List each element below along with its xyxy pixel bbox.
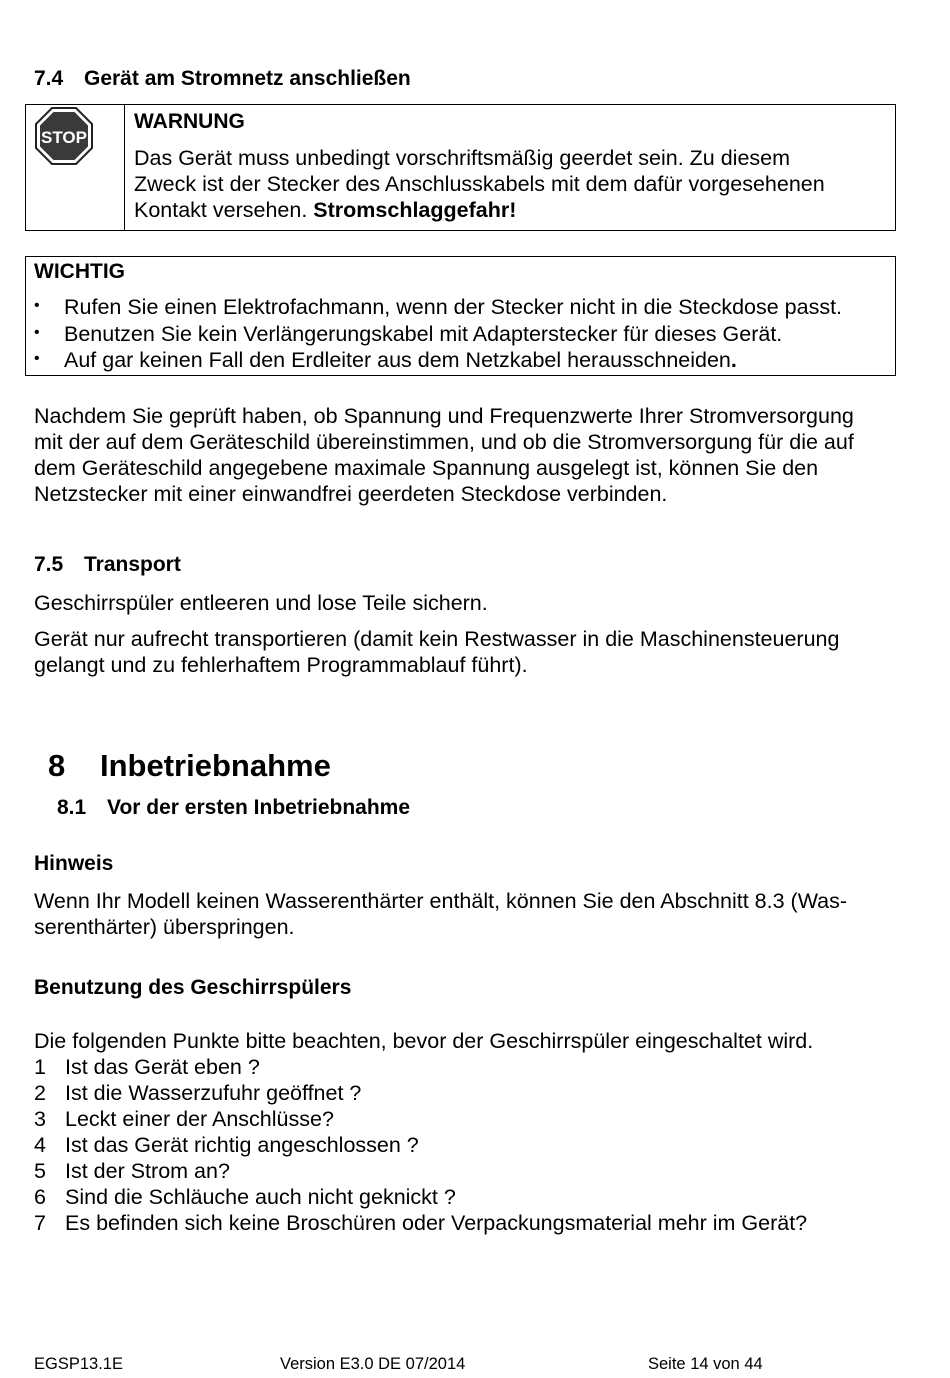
note-heading: Hinweis bbox=[34, 852, 114, 875]
important-box bbox=[25, 256, 896, 376]
paragraph-line: Nachdem Sie geprüft haben, ob Spannung und Frequenzwerte Ihrer Stromversorgung bbox=[34, 404, 854, 428]
list-item-number: 7 bbox=[34, 1211, 46, 1235]
chapter-number: 8 bbox=[48, 748, 66, 783]
list-item-number: 6 bbox=[34, 1185, 46, 1209]
list-item bbox=[34, 1184, 894, 1210]
paragraph-line: serenthärter) überspringen. bbox=[34, 915, 295, 939]
paragraph-line: mit der auf dem Geräteschild übereinstimmen, und ob die Stromversorgung für die auf bbox=[34, 430, 854, 454]
transport-paragraph-2 bbox=[34, 626, 839, 678]
list-item-text: Ist das Gerät richtig angeschlossen ? bbox=[65, 1133, 419, 1157]
bullet-icon: • bbox=[34, 297, 40, 314]
list-item-number: 3 bbox=[34, 1107, 46, 1131]
warning-box bbox=[25, 104, 896, 231]
checklist bbox=[34, 1054, 894, 1244]
warning-line: Zweck ist der Stecker des Anschlusskabels mit dem dafür vorgesehenen bbox=[134, 172, 825, 196]
paragraph-line: Wenn Ihr Modell keinen Wasserenthärter enthält, können Sie den Abschnitt 8.3 (Was- bbox=[34, 889, 848, 913]
list-item-number: 4 bbox=[34, 1133, 46, 1157]
list-item bbox=[34, 1080, 894, 1106]
note-paragraph bbox=[34, 888, 847, 940]
section-7-5-heading bbox=[34, 553, 181, 577]
section-title: Vor der ersten Inbetriebnahme bbox=[107, 796, 411, 819]
list-item-text: Sind die Schläuche auch nicht geknickt ? bbox=[65, 1185, 456, 1209]
warning-heading: WARNUNG bbox=[134, 110, 245, 133]
footer-version: Version E3.0 DE 07/2014 bbox=[280, 1355, 466, 1373]
stop-sign-text: STOP bbox=[41, 128, 87, 147]
warning-line-text: Kontakt versehen. bbox=[134, 198, 314, 222]
warning-emphasis: Stromschlaggefahr! bbox=[313, 198, 517, 222]
section-number: 7.4 bbox=[34, 67, 64, 90]
paragraph-line: dem Geräteschild angegebene maximale Spannung ausgelegt ist, können Sie den bbox=[34, 456, 819, 480]
list-item-text: Ist die Wasserzufuhr geöffnet ? bbox=[65, 1081, 362, 1105]
footer-page-number: Seite 14 von 44 bbox=[648, 1355, 763, 1373]
chapter-title: Inbetriebnahme bbox=[100, 748, 331, 783]
important-item: Rufen Sie einen Elektrofachmann, wenn der Stecker nicht in die Steckdose passt. bbox=[64, 295, 843, 319]
usage-intro: Die folgenden Punkte bitte beachten, bevor der Geschirrspüler eingeschaltet wird. bbox=[34, 1029, 814, 1053]
list-item-text: Es befinden sich keine Broschüren oder Verpackungsmaterial mehr im Gerät? bbox=[65, 1211, 808, 1235]
important-item bbox=[64, 348, 737, 373]
chapter-8-heading bbox=[48, 748, 331, 784]
list-item-text: Ist der Strom an? bbox=[65, 1159, 230, 1183]
bullet-icon: • bbox=[34, 350, 40, 367]
important-heading: WICHTIG bbox=[34, 260, 125, 283]
usage-heading: Benutzung des Geschirrspülers bbox=[34, 976, 352, 999]
footer-model: EGSP13.1E bbox=[34, 1355, 123, 1373]
important-item: Benutzen Sie kein Verlängerungskabel mit Adapterstecker für dieses Gerät. bbox=[64, 322, 783, 346]
section-number: 7.5 bbox=[34, 553, 64, 576]
section-title: Transport bbox=[84, 553, 181, 576]
list-item-number: 2 bbox=[34, 1081, 46, 1105]
list-item bbox=[34, 1158, 894, 1184]
list-item bbox=[34, 1106, 894, 1132]
section-7-4-heading bbox=[34, 67, 411, 91]
section-8-1-heading bbox=[57, 796, 410, 820]
warning-divider bbox=[124, 105, 125, 230]
list-item-text: Leckt einer der Anschlüsse? bbox=[65, 1107, 334, 1131]
list-item-number: 5 bbox=[34, 1159, 46, 1183]
stop-sign-icon bbox=[33, 105, 95, 172]
bullet-icon: • bbox=[34, 324, 40, 341]
warning-line: Das Gerät muss unbedingt vorschriftsmäßig geerdet sein. Zu diesem bbox=[134, 146, 791, 170]
list-item bbox=[34, 1132, 894, 1158]
list-item-number: 1 bbox=[34, 1055, 46, 1079]
paragraph-line: Netzstecker mit einer einwandfrei geerdeten Steckdose verbinden. bbox=[34, 482, 668, 506]
paragraph-line: Geschirrspüler entleeren und lose Teile sichern. bbox=[34, 591, 488, 615]
paragraph-line: gelangt und zu fehlerhaftem Programmablauf führt). bbox=[34, 653, 528, 677]
section-title: Gerät am Stromnetz anschließen bbox=[84, 67, 411, 90]
paragraph-line: Gerät nur aufrecht transportieren (damit kein Restwasser in die Maschinensteuerung bbox=[34, 627, 840, 651]
transport-paragraph-1 bbox=[34, 590, 488, 616]
list-item-text: Ist das Gerät eben ? bbox=[65, 1055, 260, 1079]
section-number: 8.1 bbox=[57, 796, 87, 819]
warning-line bbox=[134, 197, 825, 223]
important-item-end: . bbox=[730, 348, 737, 372]
warning-content bbox=[134, 109, 825, 223]
list-item bbox=[34, 1210, 894, 1236]
important-item-text: Auf gar keinen Fall den Erdleiter aus dem Netzkabel herausschneiden bbox=[64, 348, 731, 372]
list-item bbox=[34, 1054, 894, 1080]
section-7-4-paragraph bbox=[34, 403, 854, 507]
